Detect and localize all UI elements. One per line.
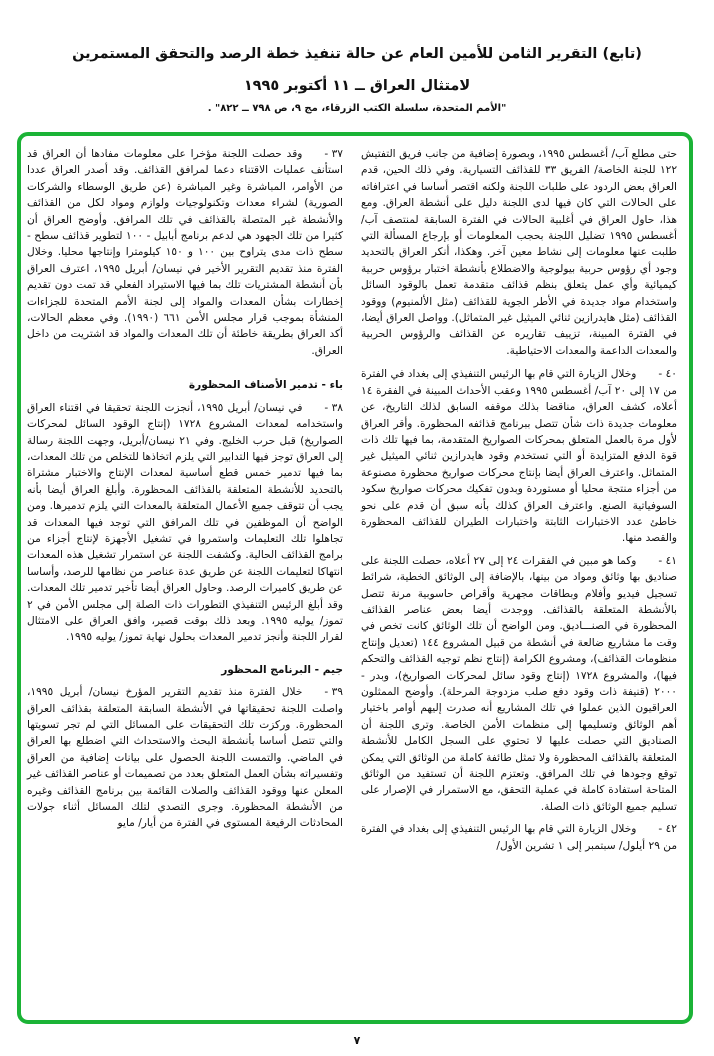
paragraph-39-continued: حتى مطلع آب/ أغسطس ١٩٩٥، وبصورة إضافية من جانب فريق التفتيش ١٢٢ للجنة الخاصة/ الفريق ٣٣ للقذائف التسيارية. وفي ذلك الحين، قدم العراق بعض الردود على طلبات اللجنة ولكنه اقتصر أساسا في اعترافاته على الحالات التي كان فيها لدى اللجنة دليل على أنشطة العراق. ومع هذا، حاول العراق في أغلبية الحالات في الفترة السابقة لمنتصف آب/ أغسطس ١٩٩٥ تضليل اللجنة بحجب المعلومات أو بإرجاع المسألة التي طلبت عنها معلومات إلى نشاط معين آخر. وهكذا، أنكر العراق بالتحديد وجود أي رؤوس حربية بيولوجية والاضطلاع بأنشطة اختبار برؤوس حربية كيميائية وأي عمل يتعلق بنظم قذائف متقدمة تعمل بالوقود السائل واستخدام مواد جديدة في الأطر الجوية للقذائف (مثل الألمنيوم) ووقود القذائف (مثل هايدرازين ثنائي الميثيل غير المتماثل). وواصل العراق أيضا، في الفترة المبينة، تزييف تقاريره عن القذائف والرؤوس الحربية والمعدات الداعمة والمعدات الاحتياطية. (361, 148, 678, 357)
paragraph-text: خلال الفترة منذ تقديم التقرير المؤرخ نيسان/ أبريل ١٩٩٥، واصلت اللجنة تحقيقاتها في الأنشطة السابقة المتعلقة بقذائف العراق المحظورة. وركزت تلك التحقيقات على المسائل التي لم تجر تسويتها والتي تتصل أساسا بأنشطة البحث والاستحداث التي اضطلع بها العراق في الماضي. والتمست اللجنة الحصول على بيانات إضافية من العراق وتفسيراته بشأن العمل المتعلق بعدد من تصميمات أو عناصر القذائف غير المعلن عنها ووقود القذائف والصلات القائمة بين برنامج القذائف وغيره من الأنشطة المحظورة. وجرى التصدي لتلك المسائل أثناء جولات المحادثات الرفيعة المستوى في الفترة من أيار/ مايو (27, 686, 343, 830)
page-number: ٧ (353, 1034, 361, 1047)
paragraph-text: وخلال الزيارة التي قام بها الرئيس التنفيذي إلى بغداد في الفترة من ٢٩ أيلول/ سبتمبر إلى ١ تشرين الأول/ (361, 823, 677, 852)
paragraph-number: ٤٢ - (658, 823, 677, 836)
paragraph-40 (361, 366, 677, 546)
document-header (0, 42, 714, 116)
paragraph-number: ٤٠ - (658, 368, 677, 381)
paragraph-41 (361, 553, 677, 816)
paragraph-text: وخلال الزيارة التي قام بها الرئيس التنفيذي إلى بغداد في الفترة من ١٧ إلى ٢٠ آب/ أغسطس ١٩٩٥ وعقب الأحداث المبينة في الفقرة ١٤ أعلاه، كشف العراق، مناقضا بذلك موقفه السابق لذلك التاريخ، عن معلومات جديدة ذات شأن تتصل ببرنامج قذائفه المحظورة. وأقر العراق لأول مرة بالعمل المتعلق بمحركات الصواريخ المتقدمة، بما فيها تلك ذات قوة الدفع المتزايدة أو التي تستخدم وقود هايدرازين ثنائي الميثيل غير المتماثل. واعترف العراق أيضا بإنتاج محركات صواريخ محظورة مصنوعة من أجزاء منتجة محليا أو مستوردة وبدون تفكيك محركات صواريخ سكود السوفياتية الصنع. واعترف العراق كذلك بأنه سبق أن قدم على نحو خاطئ عدد الاختبارات الثابتة واختبارات الطيران للقذائف المحظورة والقصد منها. (361, 368, 677, 545)
paragraph-text: في نيسان/ أبريل ١٩٩٥، أنجزت اللجنة تحقيقا في اقتناء العراق واستخدامه لمعدات المشروع ١٧٢٨ (إنتاج الوقود السائل لمحركات الصواريخ) قبل حرب الخليج. وفي ٢١ نيسان/أبريل، وجهت اللجنة رسالة إلى العراق توجز فيها التدابير التي يلزم اتخاذها للتخلص من تلك المعدات، بما فيها تدمير خمس قطع أساسية لمعدات الإنتاج والاختبار مشتراة بالتحديد للأنشطة المتعلقة بالقذائف المحظورة. وأبلغ العراق أيضا بأنه يجب أن تتوقف جميع الأعمال المتعلقة بالمعدات التي يلزم تدميرها. ومن الواضح أن الموظفين في تلك المرافق التي توجد فيها المعدات قد تجاهلوا تلك التعليمات واستمروا في تشغيل الأجهزة لإنتاج أجزاء من برامج القذائف الحالية. وكشفت اللجنة عن استمرار تشغيل هذه المعدات انتهاكا لتعليمات اللجنة عن طريق عدة عناصر من نظامها للرصد، وأساسا عن طريق كاميرات الرصد. وحاول العراق أيضا تأخير تدمير تلك المعدات. وقد أبلغ الرئيس التنفيذي التطورات ذات الصلة إلى مجلس الأمن في ٢ تموز/ يوليه ١٩٩٥. وبعد ذلك بوقت قصير، وافق العراق على الامتثال لقرار اللجنة وأنجز تدمير المعدات بحلول نهاية تموز/ يوليه ١٩٩٥. (27, 401, 343, 644)
source-citation: "الأمم المتحدة، سلسلة الكتب الزرقاء، مج ٩، ص ٧٩٨ ــ ٨٢٢" . (207, 103, 507, 114)
left-column (361, 146, 677, 1006)
section-heading-b: باء - تدمير الأصناف المحظورة (188, 379, 343, 392)
two-column-body (27, 146, 677, 1006)
paragraph-38 (27, 400, 343, 646)
paragraph-number: ٣٧ - (324, 148, 343, 160)
right-column (27, 146, 343, 1006)
paragraph-text: وقد حصلت اللجنة مؤخرا على معلومات مفادها أن العراق قد استأنف عمليات الاقتناء دعما لمرافق القذائف. وقد أصدر العراق عددا من الأوامر، المباشرة وغير المباشرة (عن طريق الوسطاء والشركات الصورية) لشراء معدات وتكنولوجيات ولوازم ومواد لكل من القذائف والأنشطة غير المتصلة بالقذائف في تلك المرافق. وأوضح العراق أن كثيرا من تلك الجهود هي لدعم برنامج أبابيل - ١٠٠ لتطوير قذائف سطح - سطح ذات مدى يتراوح بين ١٠٠ و ١٥٠ كيلومترا وإنتاجها محليا. وخلال الفترة منذ تقديم التقرير الأخير في نيسان/ أبريل ١٩٩٥، اعترف العراق بأن أنشطة المشتريات تلك بما فيها الاستيراد الفعلي قد تمت دون تقديم إخطارات بشأن المعدات والمواد إلى لجنة الأمم المتحدة للجزاءات المنشأة بموجب قرار مجلس الأمن ٦٦١ (١٩٩٠). وفي معظم الحالات، أكد العراق بطريقة خاطئة أن تلك المعدات والمواد قد اشتريت من داخل العراق. (27, 148, 344, 357)
paragraph-42 (361, 821, 677, 854)
paragraph-39 (27, 684, 343, 832)
paragraph-37 (27, 146, 343, 359)
section-heading-c: جيم - البرنامج المحظور (221, 663, 343, 676)
paragraph-number: ٣٨ - (324, 401, 343, 414)
report-title-line1: (تابع) التقرير الثامن للأمين العام عن حالة تنفيذ خطة الرصد والتحقق المستمرين (72, 46, 642, 62)
paragraph-text: وكما هو مبين في الفقرات ٢٤ إلى ٢٧ أعلاه، حصلت اللجنة على صناديق بها وثائق ومواد من بينها، بالإضافة إلى الوثائق الخطية، شرائط تسجيل فيديو وأفلام وبطاقات مجهرية وأقراص حاسوبية مرنة تتصل بالأنشطة المتعلقة بالقذائف. ووجدت أيضا بعض عناصر القذائف المحظورة في الصنـــاديق. ومن الواضح أن تلك الوثائق كانت تخص في وقت ما مشاريع ضالعة في أنشطة من قبيل المشروع ١٤٤ (تعديل وإنتاج منظومات القذائف)، ومشروع الكرامة (إنتاج نظم توجيه القذائف والتحكم فيها)، والمشروع ١٧٢٨ (إنتاج وقود سائل لمحركات الصواريخ)، وبدر - ٢٠٠٠ (قنيفة ذات وقود دفع صلب مزدوجة المرحلة). وأوضح الممثلون العراقيون الذين عملوا في تلك المشاريع أنه صدرت إليهم أوامر باختيار أهم الوثائق وتسليمها إلى منظمات الأمن الخاصة. وترى اللجنة أن الصناديق التي حصلت عليها لا تحتوي على السجل الكامل للأنشطة المتعلقة بالقذائف المحظورة ولا تمثل طائفة كاملة من الوثائق التي يمكن توقع وجودها في تلك المرافق. وتعتزم اللجنة أن تستفيد من الوثائق المتاحة استفادة كاملة في عملية التحقق، مع الاستمرار في الإصرار على تسليم جميع الوثائق ذات الصلة. (361, 554, 677, 813)
report-title-line2: لامتثال العراق ــ ١١ أكتوبر ١٩٩٥ (243, 78, 471, 94)
paragraph-number: ٤١ - (658, 554, 677, 567)
paragraph-number: ٣٩ - (324, 686, 343, 699)
